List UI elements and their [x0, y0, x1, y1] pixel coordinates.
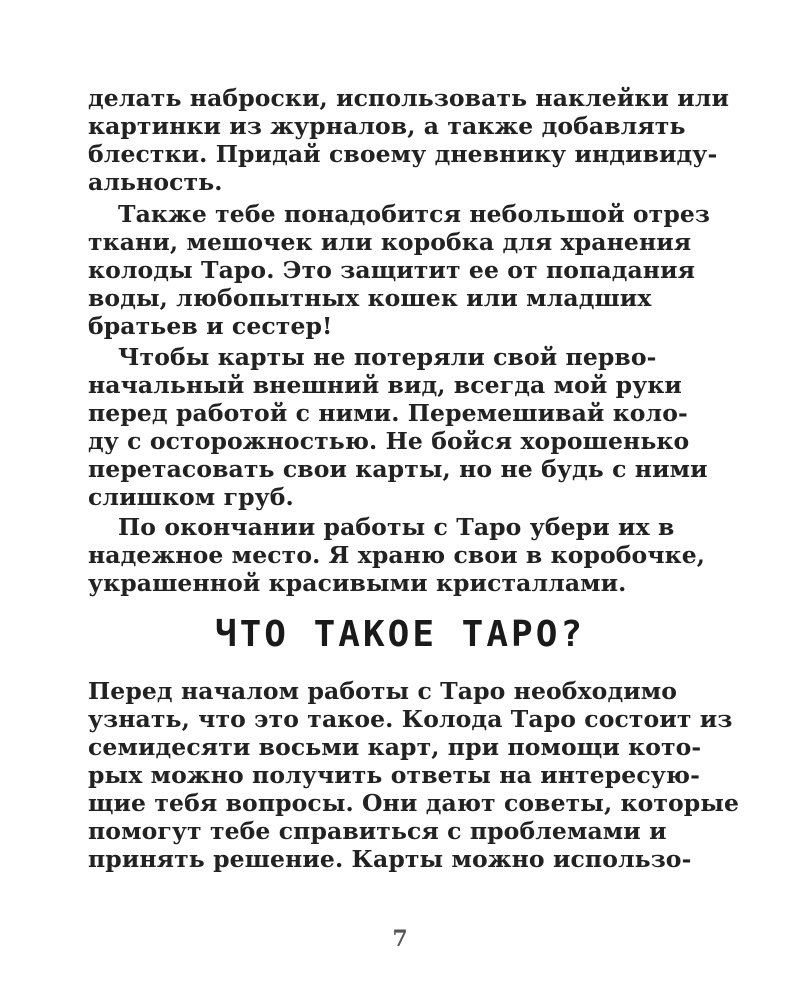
- text-line: По окончании работы с Таро убери их в: [118, 513, 675, 541]
- text-line: ткани, мешочек или коробка для хранения: [88, 228, 692, 256]
- text-line: Чтобы карты не потеряли свой перво-: [118, 343, 657, 371]
- page-number: 7: [392, 926, 408, 952]
- text-line: начальный внешний вид, всегда мой руки: [88, 371, 682, 399]
- text-line: перед работой с ними. Перемешивай коло-: [88, 399, 688, 427]
- text-line: картинки из журналов, а также добавлять: [88, 112, 686, 140]
- text-line: ду с осторожностью. Не бойся хорошенько: [88, 427, 690, 455]
- text-line: узнать, что это такое. Колода Таро состоит из: [88, 705, 733, 733]
- text-line: надежное место. Я храню свои в коробочке,: [88, 541, 706, 569]
- text-line: альность.: [88, 168, 223, 196]
- text-line: перетасовать свои карты, но не будь с ними: [88, 455, 708, 483]
- text-line: принять решение. Карты можно использо-: [88, 845, 692, 873]
- text-line: семидесяти восьми карт, при помощи кото-: [88, 733, 702, 761]
- text-line: помогут тебе справиться с проблемами и: [88, 817, 667, 845]
- text-line: колоды Таро. Это защитит ее от попадания: [88, 256, 696, 284]
- text-line: блестки. Придай своему дневнику индивиду-: [88, 140, 718, 168]
- text-line: братьев и сестер!: [88, 312, 333, 340]
- text-line: рых можно получить ответы на интересую-: [88, 761, 700, 789]
- text-line: делать наброски, использовать наклейки или: [88, 84, 729, 112]
- section-heading: ЧТО ТАКОЕ ТАРО?: [214, 614, 586, 655]
- text-line: Перед началом работы с Таро необходимо: [88, 677, 678, 705]
- text-line: Также тебе понадобится небольшой отрез: [118, 200, 710, 228]
- text-line: слишком груб.: [88, 483, 294, 511]
- text-line: щие тебя вопросы. Они дают советы, которые: [88, 789, 740, 817]
- text-line: украшенной красивыми кристаллами.: [88, 569, 627, 597]
- text-line: воды, любопытных кошек или младших: [88, 284, 652, 312]
